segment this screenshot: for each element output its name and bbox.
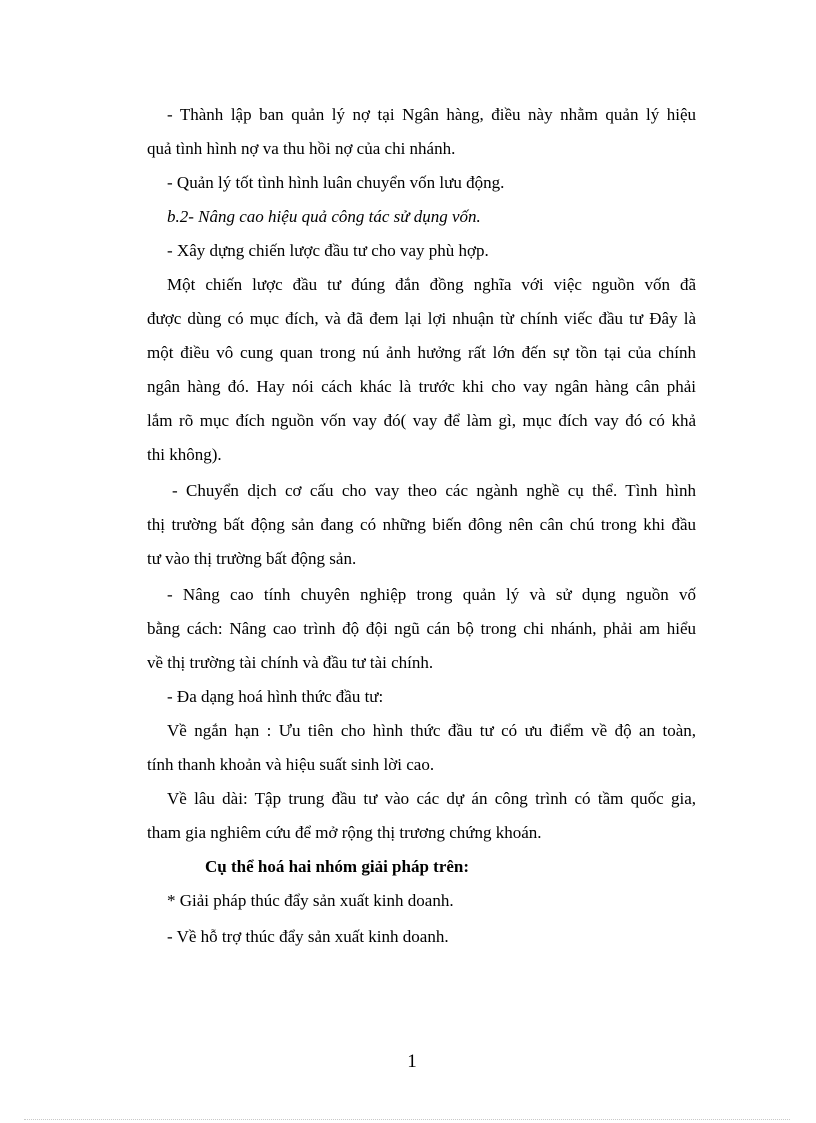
- paragraph-line: được dùng có mục đích, và đã đem lại lợi nhuận từ chính viếc đầu tư Đây là: [147, 309, 696, 328]
- page-number: 1: [407, 1051, 417, 1072]
- paragraph-line: Về ngắn hạn : Ưu tiên cho hình thức đầu tư có ưu điểm về độ an toàn,: [167, 721, 696, 740]
- paragraph-line: Về lâu dài: Tập trung đầu tư vào các dự án công trình có tầm quốc gia,: [167, 789, 696, 808]
- subheading: Cụ thể hoá hai nhóm giải pháp trên:: [205, 857, 470, 876]
- paragraph-line: thị trường bất động sản đang có những biến đông nên cân chú trong khi đầu: [147, 515, 696, 534]
- paragraph-line: về thị trường tài chính và đầu tư tài chính.: [147, 653, 434, 672]
- paragraph-line: - Về hỗ trợ thúc đẩy sản xuất kinh doanh.: [167, 927, 449, 946]
- paragraph-line: tính thanh khoản và hiệu suất sinh lời cao.: [147, 755, 435, 774]
- paragraph-line: Một chiến lược đầu tư đúng đắn đồng nghĩa với việc nguồn vốn đã: [167, 275, 696, 294]
- page-bottom-border: [24, 1119, 790, 1120]
- paragraph-line: - Quản lý tốt tình hình luân chuyển vốn lưu động.: [167, 173, 505, 192]
- paragraph-line: tư vào thị trường bất động sản.: [147, 549, 357, 568]
- paragraph-line: lắm rõ mục đích nguồn vốn vay đó( vay để làm gì, mục đích vay đó có khả: [147, 411, 696, 430]
- paragraph-line: ngân hàng đó. Hay nói cách khác là trước khi cho vay ngân hàng cân phải: [147, 377, 696, 396]
- paragraph-line: - Xây dựng chiến lược đầu tư cho vay phù hợp.: [167, 241, 489, 260]
- paragraph-line: - Thành lập ban quản lý nợ tại Ngân hàng, điều này nhằm quản lý hiệu: [167, 105, 696, 124]
- paragraph-line: - Đa dạng hoá hình thức đầu tư:: [167, 687, 384, 706]
- section-heading: b.2- Nâng cao hiệu quả công tác sử dụng vốn.: [167, 207, 481, 226]
- paragraph-line: * Giải pháp thúc đẩy sản xuất kinh doanh.: [167, 891, 454, 910]
- paragraph-line: thi không).: [147, 445, 222, 464]
- paragraph-line: tham gia nghiêm cứu để mở rộng thị trương chứng khoán.: [147, 823, 542, 842]
- paragraph-line: - Chuyển dịch cơ cấu cho vay theo các ngành nghề cụ thể. Tình hình: [172, 481, 696, 500]
- paragraph-line: quả tình hình nợ va thu hồi nợ của chi nhánh.: [147, 139, 456, 158]
- paragraph-line: bằng cách: Nâng cao trình độ đội ngũ cán bộ trong chi nhánh, phải am hiểu: [147, 619, 696, 638]
- paragraph-line: - Nâng cao tính chuyên nghiệp trong quản lý và sử dụng nguồn vố: [167, 585, 696, 604]
- paragraph-line: một điều vô cung quan trong nú ảnh hưởng rất lớn đến sự tồn tại của chính: [147, 343, 696, 362]
